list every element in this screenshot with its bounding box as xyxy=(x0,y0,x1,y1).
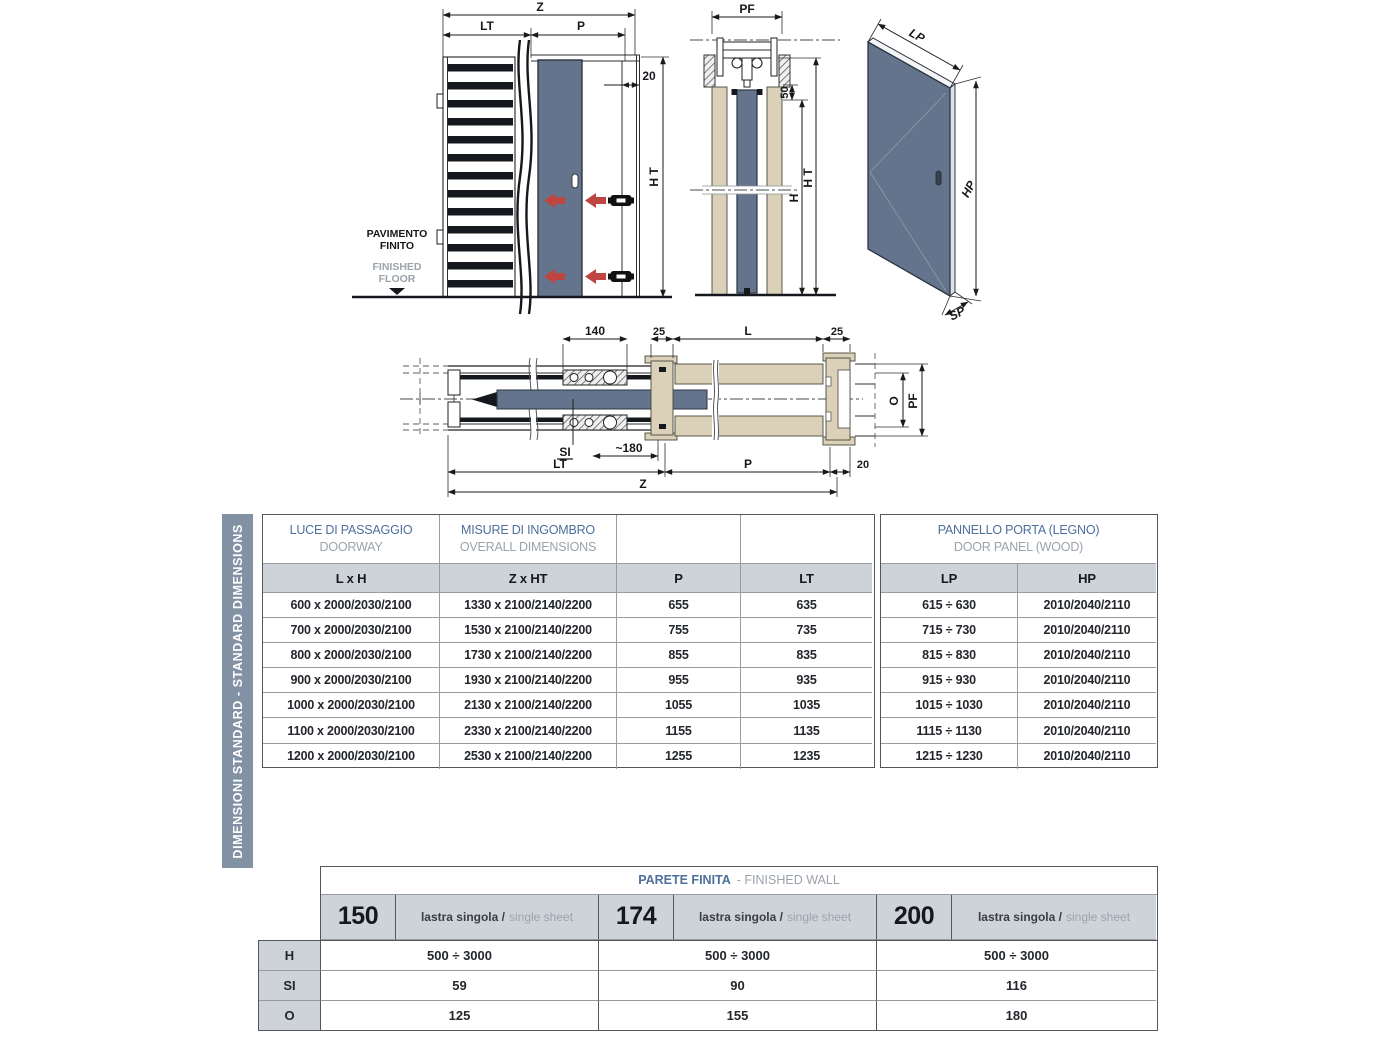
sheet-type-en: single sheet xyxy=(508,909,574,924)
cell-lxh: 700 x 2000/2030/2100 xyxy=(263,618,440,643)
empty-header xyxy=(617,515,741,564)
dim-label-si: SI xyxy=(559,445,571,459)
dim-label-50: 50 xyxy=(779,86,791,99)
dim-label-25a: 25 xyxy=(652,326,666,338)
cell-h-200: 500 ÷ 3000 xyxy=(877,941,1156,971)
cell-lxh: 1000 x 2000/2030/2100 xyxy=(263,693,440,718)
row-header-h: H xyxy=(259,941,321,971)
dim-label-pf: PF xyxy=(906,393,920,409)
dim-label-p: P xyxy=(743,457,753,471)
cell-h-174: 500 ÷ 3000 xyxy=(599,941,877,971)
plan-right-dimensions xyxy=(875,364,928,436)
cell-hp: 2010/2040/2110 xyxy=(1018,718,1156,743)
door-leaf xyxy=(538,60,582,297)
wall-size-row xyxy=(321,895,1157,940)
cell-o-200: 180 xyxy=(1005,1007,1028,1023)
header-en: DOOR PANEL (WOOD) xyxy=(953,540,1084,554)
sheet-type-en: single sheet xyxy=(1065,909,1131,924)
header-it: PANNELLO PORTA (LEGNO) xyxy=(937,523,1100,538)
sidebar-label: DIMENSIONI STANDARD - STANDARD DIMENSIONS xyxy=(230,523,245,859)
cell-lt: 1135 xyxy=(741,718,872,743)
dim-label-ht: H T xyxy=(801,168,815,188)
dim-label-sp: SP xyxy=(946,303,968,324)
dim-label-hp: HP xyxy=(958,178,979,200)
dim-label-ht: H T xyxy=(647,167,661,187)
wall-row-h xyxy=(259,941,1157,971)
cell-p: 655 xyxy=(617,593,741,618)
door-panel-3d-drawing xyxy=(845,5,1015,325)
break-lines xyxy=(517,40,531,314)
section-break xyxy=(690,186,798,194)
floor-label-en2: FLOOR xyxy=(378,273,416,285)
door-handle xyxy=(572,174,578,188)
finished-wall-table xyxy=(258,866,1158,1032)
dim-label-140: 140 xyxy=(584,325,606,338)
floor-label-en1: FINISHED xyxy=(372,261,422,273)
cell-si-174: 90 xyxy=(599,971,877,1001)
dim-label-z: Z xyxy=(536,2,544,14)
wall-table-title-row xyxy=(321,867,1157,895)
floor-label-it2: FINITO xyxy=(379,240,415,252)
elevation-dimensions xyxy=(443,2,635,61)
cell-p: 955 xyxy=(617,668,741,693)
cell-hp: 2010/2040/2110 xyxy=(1018,643,1156,668)
cell-lp: 1215 ÷ 1230 xyxy=(881,744,1018,769)
cell-o-150: 125 xyxy=(321,1001,599,1030)
cell-p: 1255 xyxy=(617,744,741,769)
plan-section-drawing xyxy=(393,325,941,505)
empty-header xyxy=(741,515,872,564)
cell-o-174: 155 xyxy=(599,1001,877,1030)
cell-hp: 2010/2040/2110 xyxy=(1018,693,1156,718)
row-header-o: O xyxy=(259,1001,321,1030)
dim-label-p: P xyxy=(576,19,586,33)
cell-lp: 1015 ÷ 1030 xyxy=(881,693,1018,718)
dim-label-lp: LP xyxy=(906,25,928,46)
top-seal xyxy=(757,89,763,95)
sheet-type-en: single sheet xyxy=(786,909,852,924)
dim-label-l: L xyxy=(744,325,752,338)
sheet-type-it: lastra singola / xyxy=(977,909,1062,924)
cell-p: 1155 xyxy=(617,718,741,743)
cell-zxht: 2330 x 2100/2140/2200 xyxy=(440,718,617,743)
dim-label-pf: PF xyxy=(739,2,755,16)
col-header-hp: HP xyxy=(1018,564,1156,593)
dim-20 xyxy=(604,69,656,88)
dim-label-lt: LT xyxy=(553,457,567,471)
cell-hp: 2010/2040/2110 xyxy=(1018,593,1156,618)
dim-label-z: Z xyxy=(639,477,647,491)
dim-ht xyxy=(641,57,669,297)
red-arrow-icon xyxy=(585,193,606,208)
wall-continuation xyxy=(403,358,448,438)
end-jamb xyxy=(823,353,875,447)
latch-icon xyxy=(608,271,634,282)
wall-row-si xyxy=(259,971,1157,1001)
doorway-header xyxy=(263,515,440,564)
col-header-zxht: Z x HT xyxy=(440,564,617,593)
header-it: LUCE DI PASSAGGIO xyxy=(289,523,413,538)
cell-lt: 935 xyxy=(741,668,872,693)
cell-zxht: 1330 x 2100/2140/2200 xyxy=(440,593,617,618)
dim-label-180: ~180 xyxy=(615,441,643,455)
section-sidebar-banner xyxy=(222,514,253,868)
cell-zxht: 1530 x 2100/2140/2200 xyxy=(440,618,617,643)
red-arrow-icon xyxy=(585,269,606,284)
dim-label-25b: 25 xyxy=(830,326,844,338)
section-dimensions xyxy=(778,58,821,295)
latch-icon xyxy=(608,195,634,206)
dim-label-o: O xyxy=(887,396,901,406)
row-header-si: SI xyxy=(259,971,321,1001)
cell-p: 1055 xyxy=(617,693,741,718)
dim-label-lt: LT xyxy=(480,19,494,33)
sheet-type-it: lastra singola / xyxy=(420,909,505,924)
wall-title-it: PARETE FINITA xyxy=(638,873,731,888)
elevation-drawing xyxy=(352,2,682,316)
cell-hp: 2010/2040/2110 xyxy=(1018,618,1156,643)
wall-size-150: 150 xyxy=(321,895,396,940)
wall-size-200: 200 xyxy=(877,895,952,940)
col-header-lp: LP xyxy=(881,564,1018,593)
pocket-cassette xyxy=(437,57,515,297)
cell-lt: 635 xyxy=(741,593,872,618)
cell-lxh: 800 x 2000/2030/2100 xyxy=(263,643,440,668)
top-seal xyxy=(732,89,738,95)
cell-lxh: 1200 x 2000/2030/2100 xyxy=(263,744,440,769)
header-en: DOORWAY xyxy=(319,540,383,554)
col-header-p: P xyxy=(617,564,741,593)
cell-lxh: 1100 x 2000/2030/2100 xyxy=(263,718,440,743)
cell-lt: 735 xyxy=(741,618,872,643)
cell-lt: 835 xyxy=(741,643,872,668)
cell-p: 755 xyxy=(617,618,741,643)
header-en: OVERALL DIMENSIONS xyxy=(459,540,597,554)
cell-zxht: 2130 x 2100/2140/2200 xyxy=(440,693,617,718)
vertical-section-drawing xyxy=(690,2,840,316)
door-panel-3d xyxy=(868,38,955,296)
cell-si-200: 116 xyxy=(877,971,1156,1001)
dim-label-20: 20 xyxy=(642,69,656,83)
dim-label-h: H xyxy=(787,193,801,203)
cell-zxht: 2530 x 2100/2140/2200 xyxy=(440,744,617,769)
cell-zxht: 1930 x 2100/2140/2200 xyxy=(440,668,617,693)
dim-label-20: 20 xyxy=(856,459,870,471)
track-carriage xyxy=(704,38,790,87)
floor-label-it1: PAVIMENTO xyxy=(366,228,428,240)
cell-si-150: 59 xyxy=(321,971,599,1001)
cell-lp: 915 ÷ 930 xyxy=(881,668,1018,693)
cell-lp: 1115 ÷ 1130 xyxy=(881,718,1018,743)
col-header-lxh: L x H xyxy=(263,564,440,593)
overall-header xyxy=(440,515,617,564)
cell-zxht: 1730 x 2100/2140/2200 xyxy=(440,643,617,668)
dim-pf-top xyxy=(712,2,782,34)
wall-title-en: - FINISHED WALL xyxy=(736,873,840,888)
cell-lp: 615 ÷ 630 xyxy=(881,593,1018,618)
cell-p: 855 xyxy=(617,643,741,668)
cell-hp: 2010/2040/2110 xyxy=(1043,749,1131,764)
cell-hp: 2010/2040/2110 xyxy=(1018,668,1156,693)
door-panel-table xyxy=(880,514,1158,768)
header-it: MISURE DI INGOMBRO xyxy=(461,523,595,538)
cell-lp: 815 ÷ 830 xyxy=(881,643,1018,668)
floor-labels xyxy=(367,228,428,295)
cell-lt: 1035 xyxy=(741,693,872,718)
floor-marker-triangle xyxy=(389,288,405,295)
sheet-type-it: lastra singola / xyxy=(698,909,783,924)
cell-lt: 1235 xyxy=(792,749,820,764)
wall-size-174: 174 xyxy=(599,895,674,940)
plan-top-dimensions xyxy=(563,325,850,369)
cell-lp: 715 ÷ 730 xyxy=(881,618,1018,643)
cell-h-150: 500 ÷ 3000 xyxy=(321,941,599,971)
panel-header xyxy=(881,515,1156,564)
plan-bottom-dimensions xyxy=(448,435,869,497)
col-header-lt: LT xyxy=(741,564,872,593)
cell-lxh: 600 x 2000/2030/2100 xyxy=(263,593,440,618)
dimensions-table xyxy=(262,514,875,768)
door-handle xyxy=(936,171,941,185)
cell-lxh: 900 x 2000/2030/2100 xyxy=(263,668,440,693)
wall-row-o xyxy=(259,1001,1157,1030)
